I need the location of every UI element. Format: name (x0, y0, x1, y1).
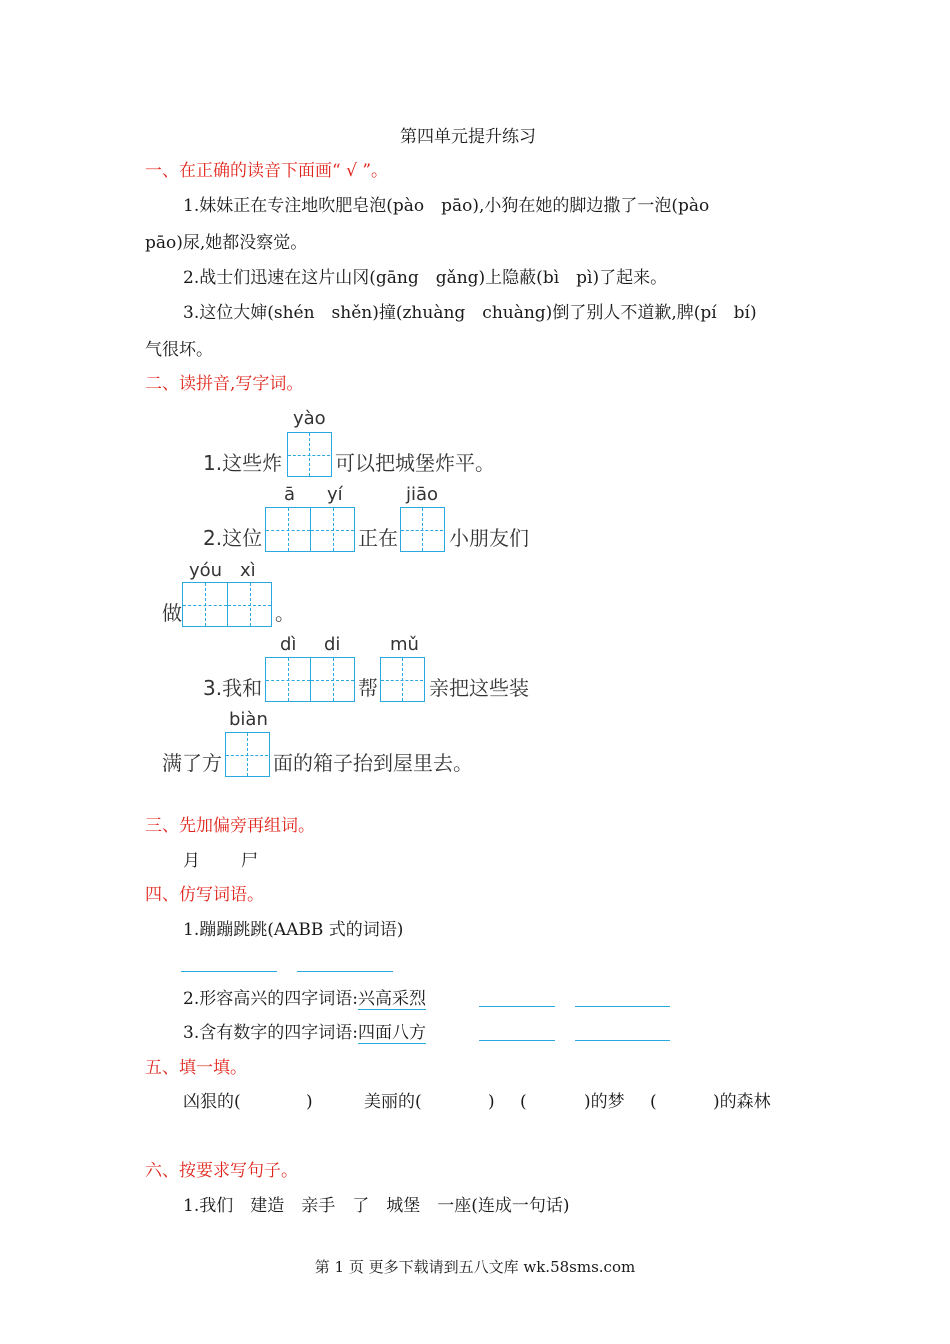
s2-l5-post: 面的箱子抬到屋里去。 (273, 751, 473, 775)
pinyin-bian: biàn (229, 709, 268, 730)
section-5-heading: 五、填一填。 (145, 1058, 247, 1078)
answer-blank-4-2b[interactable] (575, 1006, 670, 1007)
answer-blank-4-3b[interactable] (575, 1040, 670, 1041)
pinyin-yi: yí (327, 484, 343, 505)
writing-grid-bian[interactable] (225, 732, 270, 777)
writing-grid-yao[interactable] (287, 432, 332, 477)
fill-3-close: )的梦 (584, 1092, 625, 1112)
section-2-heading: 二、读拼音,写字词。 (145, 374, 304, 394)
pinyin-di1: dì (280, 634, 297, 655)
q4-2-example: 兴高采烈 (357, 989, 426, 1009)
s2-l4-pre: 3.我和 (203, 676, 263, 700)
answer-blank-4-1b[interactable] (297, 971, 393, 972)
q4-3-example: 四面八方 (357, 1023, 426, 1043)
writing-grid-youxi[interactable] (182, 582, 272, 627)
fill-2-open: 美丽的( (364, 1092, 422, 1112)
q1-3-line1: 3.这位大婶(shén shěn)撞(zhuàng chuàng)倒了别人不道歉,脾(pí bí) (183, 303, 757, 323)
page-title: 第四单元提升练习 (400, 127, 536, 147)
fill-2-close: ) (488, 1092, 495, 1112)
pinyin-you: yóu (189, 560, 223, 581)
pinyin-xi: xì (240, 560, 256, 581)
s2-l5-pre: 满了方 (162, 751, 222, 775)
radical-shi: 尸 (241, 851, 258, 871)
section-3-heading: 三、先加偏旁再组词。 (145, 816, 315, 836)
page-footer: 第 1 页 更多下载请到五八文库 wk.58sms.com (314, 1258, 636, 1276)
section-1-heading: 一、在正确的读音下面画“ √ ”。 (145, 161, 389, 181)
writing-grid-mu[interactable] (380, 657, 425, 702)
writing-grid-ayi[interactable] (265, 507, 355, 552)
s2-l2-pre: 2.这位 (203, 526, 263, 550)
section-4-heading: 四、仿写词语。 (145, 885, 264, 905)
section-6-heading: 六、按要求写句子。 (145, 1161, 298, 1181)
s2-l3-pre: 做 (162, 601, 182, 625)
q4-3-label: 3.含有数字的四字词语: (183, 1023, 358, 1043)
answer-blank-4-3a[interactable] (479, 1040, 555, 1041)
s2-l1-pre: 1.这些炸 (203, 451, 283, 475)
q1-3-line2: 气很坏。 (145, 340, 213, 360)
s2-l2-mid: 正在 (358, 526, 398, 550)
radical-yue: 月 (183, 851, 200, 871)
q6-1: 1.我们 建造 亲手 了 城堡 一座(连成一句话) (183, 1196, 570, 1216)
writing-grid-jiao[interactable] (400, 507, 445, 552)
answer-blank-4-2a[interactable] (479, 1006, 555, 1007)
answer-blank-4-1a[interactable] (181, 971, 277, 972)
pinyin-yao: yào (293, 408, 326, 429)
pinyin-a: ā (284, 484, 296, 505)
s2-l2-post: 小朋友们 (449, 526, 529, 550)
fill-1-open: 凶狠的( (183, 1092, 241, 1112)
q4-2 (183, 988, 426, 1010)
q4-1: 1.蹦蹦跳跳(AABB 式的词语) (183, 920, 404, 940)
s2-l4-post: 亲把这些装 (429, 676, 529, 700)
q4-2-label: 2.形容高兴的四字词语: (183, 989, 358, 1009)
q1-1-line2: pāo)尿,她都没察觉。 (145, 233, 308, 253)
s2-l4-mid: 帮 (358, 676, 378, 700)
writing-grid-didi[interactable] (265, 657, 355, 702)
pinyin-mu: mǔ (390, 634, 419, 655)
pinyin-jiao: jiāo (406, 484, 439, 505)
fill-3-open: ( (520, 1092, 527, 1112)
q1-1-line1: 1.妹妹正在专注地吹肥皂泡(pào pāo),小狗在她的脚边撒了一泡(pào (183, 196, 710, 216)
s2-l1-post: 可以把城堡炸平。 (335, 451, 495, 475)
q4-3 (183, 1022, 426, 1044)
fill-4-open: ( (650, 1092, 657, 1112)
s2-l3-post: 。 (275, 601, 295, 625)
fill-1-close: ) (306, 1092, 313, 1112)
pinyin-di2: di (324, 634, 341, 655)
q1-2: 2.战士们迅速在这片山冈(gāng gǎng)上隐蔽(bì pì)了起来。 (183, 268, 668, 288)
fill-4-close: )的森林 (713, 1092, 771, 1112)
